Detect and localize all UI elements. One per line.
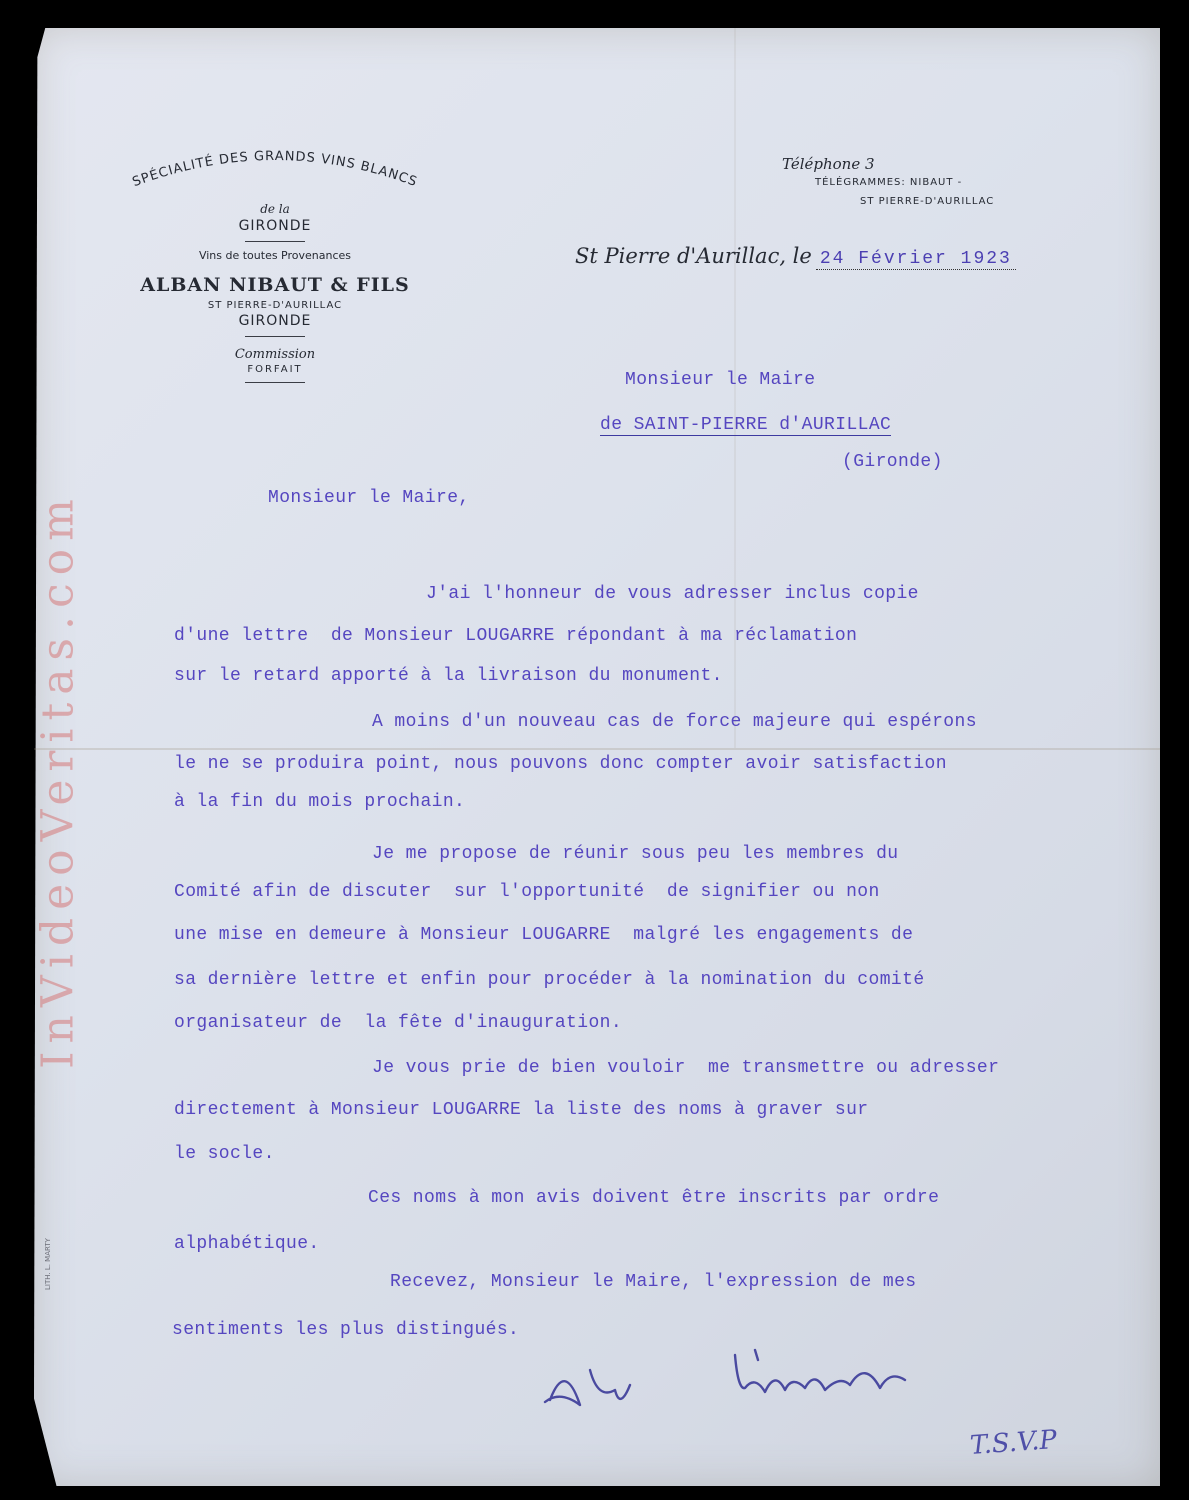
- body-line: Recevez, Monsieur le Maire, l'expression de mes: [390, 1272, 917, 1292]
- dateline-date: 24 Février 1923: [816, 249, 1016, 270]
- letterhead-divider: [245, 241, 305, 242]
- dateline-place: St Pierre d'Aurillac, le: [575, 244, 812, 268]
- body-line: directement à Monsieur LOUGARRE la liste des noms à graver sur: [174, 1100, 869, 1120]
- body-line: alphabétique.: [174, 1234, 320, 1254]
- body-line: Je vous prie de bien vouloir me transmettre ou adresser: [372, 1058, 1000, 1078]
- address-line-1: Monsieur le Maire: [625, 370, 816, 390]
- printer-imprint: LITH. L. MARTY: [44, 1238, 52, 1290]
- body-line: une mise en demeure à Monsieur LOUGARRE malgré les engagements de: [174, 925, 914, 945]
- body-line: A moins d'un nouveau cas de force majeure qui espérons: [372, 712, 977, 732]
- body-line: J'ai l'honneur de vous adresser inclus copie: [426, 584, 919, 604]
- letterhead-forfait: FORFAIT: [247, 364, 303, 375]
- arched-specialite-text: [110, 140, 440, 200]
- signature-initials: T.S.V.P: [969, 1425, 1058, 1461]
- letterhead-commission: Commission: [234, 347, 316, 362]
- svg-text:SPÉCIALITÉ DES GRANDS VINS BLA: [130, 149, 419, 190]
- body-line: sentiments les plus distingués.: [172, 1320, 520, 1340]
- telegrammes-place: ST PIERRE-D'AURILLAC: [860, 196, 995, 207]
- letterhead-divider-2: [245, 336, 305, 337]
- handwritten-signature: [520, 1330, 960, 1440]
- letterhead-region: GIRONDE: [238, 218, 312, 234]
- letterhead-region-2: GIRONDE: [238, 313, 312, 329]
- body-line: sa dernière lettre et enfin pour procéder à la nomination du comité: [174, 970, 925, 990]
- body-line: Ces noms à mon avis doivent être inscrits par ordre: [368, 1188, 940, 1208]
- letterhead-divider-3: [245, 382, 305, 383]
- body-line: Comité afin de discuter sur l'opportunité de signifier ou non: [174, 882, 880, 902]
- letterhead-vins: Vins de toutes Provenances: [198, 249, 352, 262]
- telegrammes: TÉLÉGRAMMES: NIBAUT -: [815, 177, 963, 188]
- paper-fold-horizontal: [34, 748, 1160, 750]
- body-line: sur le retard apporté à la livraison du monument.: [174, 666, 723, 686]
- salutation: Monsieur le Maire,: [268, 488, 470, 508]
- body-line: Je me propose de réunir sous peu les membres du: [372, 844, 899, 864]
- body-line: à la fin du mois prochain.: [174, 792, 466, 812]
- address-line-2: de SAINT-PIERRE d'AURILLAC: [600, 415, 892, 435]
- body-line: d'une lettre de Monsieur LOUGARRE répondant à ma réclamation: [174, 626, 858, 646]
- dateline: [575, 244, 1075, 269]
- letterhead-town: ST PIERRE-D'AURILLAC: [207, 300, 343, 311]
- contact-block: [760, 155, 1060, 207]
- telephone: Téléphone 3: [782, 155, 875, 173]
- watermark: InVideoVeritas.com: [32, 491, 84, 1069]
- address-line-3: (Gironde): [842, 452, 943, 472]
- letterhead-firm-name: ALBAN NIBAUT & FILS: [140, 274, 410, 296]
- letterhead-specialite: SPÉCIALITÉ DES GRANDS VINS BLANCS: [130, 148, 420, 191]
- body-line: organisateur de la fête d'inauguration.: [174, 1013, 623, 1033]
- letterhead: [110, 140, 440, 390]
- body-line: le ne se produira point, nous pouvons donc compter avoir satisfaction: [174, 754, 947, 774]
- body-line: le socle.: [174, 1144, 275, 1164]
- letterhead-de-la: de la: [260, 202, 290, 216]
